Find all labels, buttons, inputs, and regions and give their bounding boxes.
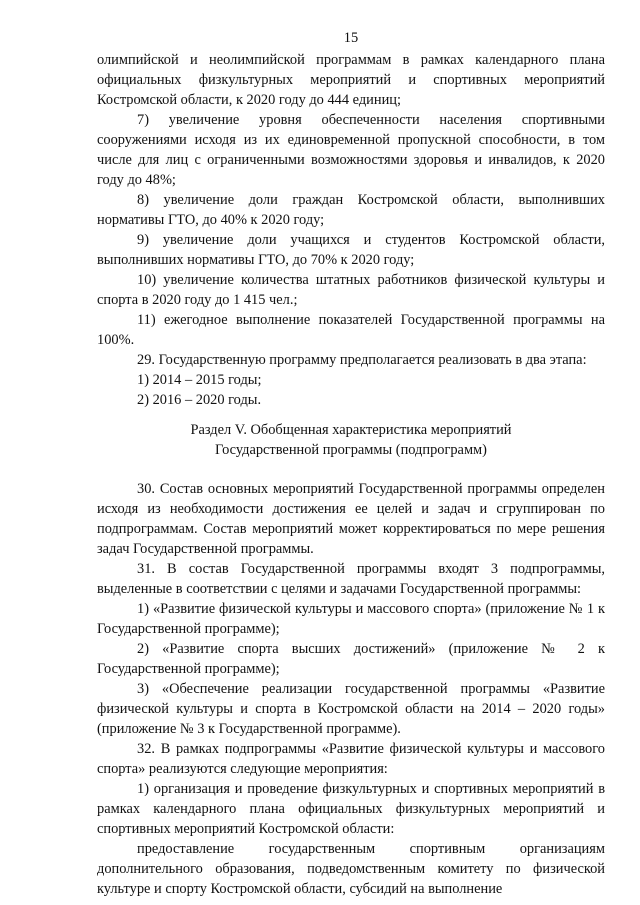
paragraph: олимпийской и неолимпийской программам в рамках календарного плана официальных физкультурных мероприятий и спортивных мероприятий Костромской области, к 2020 году до 444 единиц; — [97, 52, 605, 108]
section-heading-line-2: Государственной программы (подпрограмм) — [215, 442, 487, 458]
section-heading-line-1: Раздел V. Обобщенная характеристика мероприятий — [190, 422, 512, 438]
paragraph: 1) организация и проведение физкультурных и спортивных мероприятий в рамках календарного плана официальных физкультурных мероприятий и спортивных мероприятий Костромской области: — [97, 781, 605, 837]
paragraph: 29. Государственную программу предполагается реализовать в два этапа: — [137, 352, 587, 368]
paragraph: 11) ежегодное выполнение показателей Государственной программы на 100%. — [97, 312, 605, 348]
paragraph: предоставление государственным спортивным организациям дополнительного образования, подведомственным комитету по физической культуре и спорту Костромской области, субсидий на выполнение — [97, 841, 605, 897]
paragraph: 9) увеличение доли учащихся и студентов Костромской области, выполнивших нормативы ГТО, до 70% к 2020 году; — [97, 232, 605, 268]
list-item: 2) «Развитие спорта высших достижений» (приложение № 2 к Государственной программе); — [97, 641, 605, 677]
paragraph: 31. В состав Государственной программы входят 3 подпрограммы, выделенные в соответствии с целями и задачами Государственной программы: — [97, 561, 605, 597]
list-item: 1) 2014 – 2015 годы; — [137, 372, 262, 388]
paragraph: 7) увеличение уровня обеспеченности населения спортивными сооружениями исходя из их единовременной пропускной способности, в том числе для лиц с ограниченными возможностями здоровья и инвалидов, к 2020 году до 48%; — [97, 112, 605, 188]
list-item: 2) 2016 – 2020 годы. — [137, 392, 262, 408]
page-number: 15 — [343, 30, 359, 46]
paragraph: 10) увеличение количества штатных работников физической культуры и спорта в 2020 году до 1 415 чел.; — [97, 272, 605, 308]
paragraph: 32. В рамках подпрограммы «Развитие физической культуры и массового спорта» реализуются следующие мероприятия: — [97, 741, 605, 777]
section-heading — [97, 420, 605, 460]
list-item: 3) «Обеспечение реализации государственной программы «Развитие физической культуры и спорта в Костромской области на 2014 – 2020 годы» (приложение № 3 к Государственной программе). — [97, 681, 605, 737]
paragraph: 30. Состав основных мероприятий Государственной программы определен исходя из необходимости достижения ее целей и задач и сгруппирован по подпрограммам. Состав мероприятий может корректироваться по мере решения задач Государственной программы. — [97, 481, 605, 557]
paragraph: 8) увеличение доли граждан Костромской области, выполнивших нормативы ГТО, до 40% к 2020 году; — [97, 192, 605, 228]
list-item: 1) «Развитие физической культуры и массового спорта» (приложение № 1 к Государственной программе); — [97, 601, 605, 637]
